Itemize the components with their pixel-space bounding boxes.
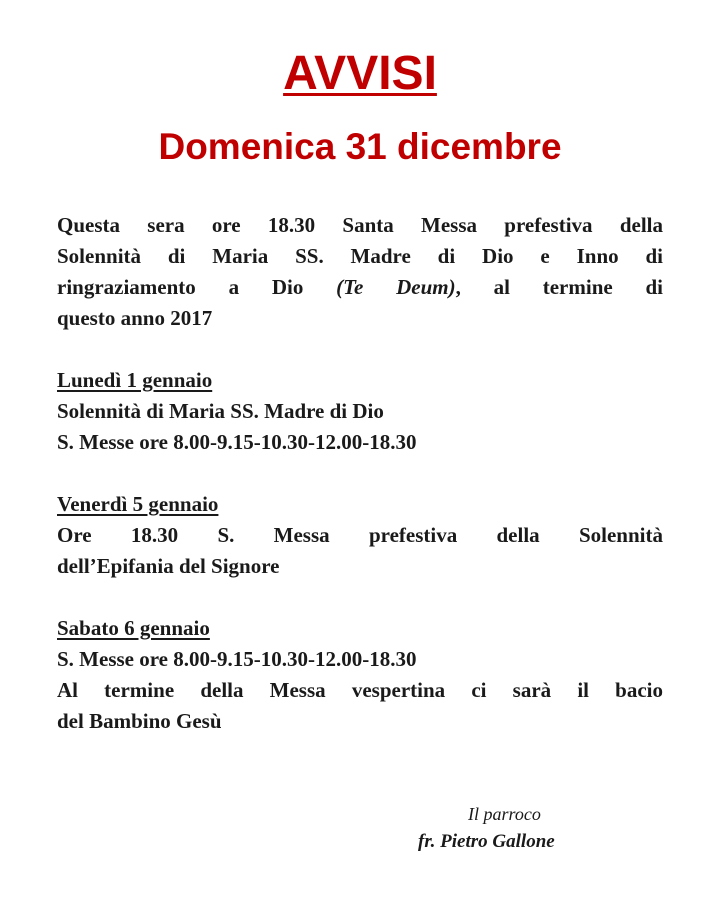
intro-line <box>57 272 663 303</box>
section-heading: Venerdì 5 gennaio <box>57 492 219 516</box>
section-heading: Sabato 6 gennaio <box>57 616 210 640</box>
intro-line: questo anno 2017 <box>57 306 213 330</box>
notice-section-venerdi <box>57 489 663 582</box>
intro-line: Solennità di Maria SS. Madre di Dio e Inno di <box>57 244 663 268</box>
section-line: del Bambino Gesù <box>57 709 222 733</box>
notice-body <box>57 210 663 737</box>
page-title <box>0 42 720 106</box>
title-text: AVVISI <box>283 47 437 100</box>
notice-section-sabato <box>57 613 663 737</box>
te-deum-text: (Te Deum) <box>336 275 456 299</box>
signature-role: Il parroco <box>468 804 541 824</box>
intro-text: , al termine di <box>455 275 663 299</box>
spacer <box>57 334 663 365</box>
spacer <box>57 582 663 613</box>
section-line: S. Messe ore 8.00-9.15-10.30-12.00-18.30 <box>57 647 417 671</box>
notice-section-lunedi <box>57 365 663 458</box>
intro-text: ringraziamento a Dio <box>57 275 337 299</box>
page-subtitle: Domenica 31 dicembre <box>158 126 562 167</box>
intro-line: Questa sera ore 18.30 Santa Messa prefestiva della <box>57 213 663 237</box>
section-line: Solennità di Maria SS. Madre di Dio <box>57 399 384 423</box>
section-line: dell’Epifania del Signore <box>57 554 280 578</box>
section-line: Al termine della Messa vespertina ci sarà il bacio <box>57 678 663 702</box>
intro-paragraph <box>57 210 663 334</box>
signature-name: fr. Pietro Gallone <box>418 831 555 852</box>
section-line: S. Messe ore 8.00-9.15-10.30-12.00-18.30 <box>57 430 417 454</box>
section-line: Ore 18.30 S. Messa prefestiva della Solennità <box>57 523 663 547</box>
section-heading: Lunedì 1 gennaio <box>57 368 213 392</box>
spacer <box>57 458 663 489</box>
